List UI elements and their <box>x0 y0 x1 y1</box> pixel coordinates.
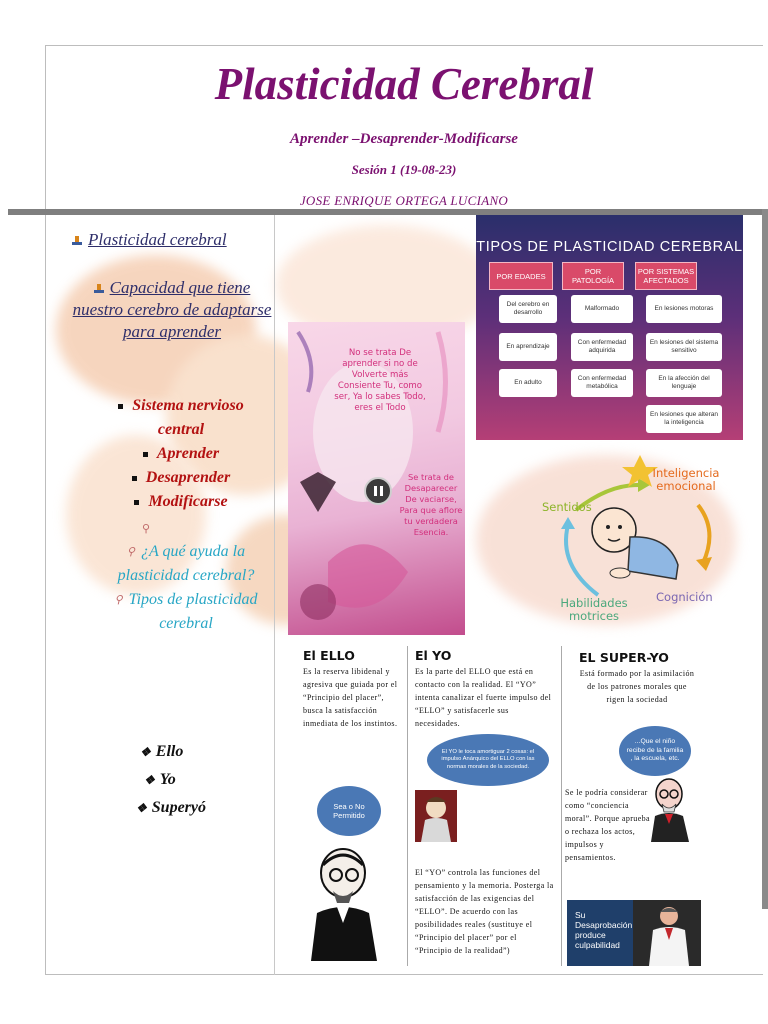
intelligence-diagram <box>528 445 758 635</box>
arrow-bullet-icon <box>72 236 82 246</box>
panel-title: El ELLO <box>303 648 355 663</box>
speech-bubble: Sea o No Permitido <box>317 786 381 836</box>
poem-text-top: No se trata De aprender si no de Volverte más Consiente Tu, como ser, Ya lo sabes Todo, eres el Todo <box>334 348 426 413</box>
list-item <box>96 394 266 442</box>
list-item-text: Aprender <box>156 445 220 462</box>
list-item <box>96 466 266 490</box>
concept-list <box>96 394 266 514</box>
panel-title: El YO <box>415 648 452 663</box>
panel-text: Es la parte del ELLO que está en contacto con la realidad. El “YO” intenta canalizar el fuerte impulso del “ELLO” y satisfacerle sus necesidades. <box>415 667 552 728</box>
poster-box: Con enfermedad adquirida <box>571 333 633 361</box>
poem-text-bottom: Se trata de Desaparecer De vaciarse, Para que aflore tu verdadera Esencia. <box>399 472 463 537</box>
list-item-text: Ello <box>155 743 184 760</box>
list-item <box>96 442 266 466</box>
list-item <box>144 766 206 794</box>
superyo-portrait <box>647 774 697 844</box>
document-title: Plasticidad Cerebral <box>214 59 594 109</box>
square-bullet-icon <box>134 500 139 505</box>
arrow-bullet-icon <box>94 284 104 294</box>
freud-panels <box>293 638 703 968</box>
poster-box: En la afección del lenguaje <box>646 369 722 397</box>
list-item <box>96 540 276 588</box>
pin-bullet-icon: ⚲ <box>114 594 123 606</box>
doctor-figure <box>639 900 699 966</box>
list-item-text: Modificarse <box>148 493 228 510</box>
list-item-text: Yo <box>159 771 176 788</box>
poster-box: En lesiones que alteran la inteligencia <box>646 405 722 433</box>
pause-icon <box>380 486 383 496</box>
poster-box: En aprendizaje <box>499 333 557 361</box>
list-item-text: Superyó <box>151 799 206 816</box>
panel-superyo-lower <box>565 786 655 864</box>
freud-portrait <box>301 843 391 963</box>
poster-tab: POR SISTEMAS AFECTADOS <box>635 262 697 290</box>
poster-tab: POR EDADES <box>489 262 553 290</box>
document-subtitle: Aprender –Desaprender-Modificarse <box>290 131 518 147</box>
speech-bubble: ...Que el niño recibe de la familia , la escuela, etc. <box>619 726 691 776</box>
doctor-photo <box>567 900 701 966</box>
poster-title: TIPOS DE PLASTICIDAD CEREBRAL <box>476 239 743 255</box>
poster-box: Del cerebro en desarrollo <box>499 295 557 323</box>
list-item-text: Sistema nervioso central <box>132 397 244 438</box>
question-list <box>96 540 276 636</box>
diamond-bullet-icon: ❖ <box>144 773 155 787</box>
poster-box: En lesiones del sistema sensitivo <box>646 333 722 361</box>
panel-yo-lower <box>415 866 555 957</box>
list-item <box>96 490 266 514</box>
square-bullet-icon <box>118 404 123 409</box>
panel-divider <box>407 646 408 966</box>
heading-plasticity <box>72 230 227 250</box>
list-item-text: Tipos de plasticidad cerebral <box>128 591 258 632</box>
list-item <box>96 588 276 636</box>
list-item-text: ¿A qué ayuda la plasticidad cerebral? <box>117 543 255 584</box>
poster-tab: POR PATOLOGÍA <box>562 262 624 290</box>
poster-box: Con enfermedad metabólica <box>571 369 633 397</box>
diamond-bullet-icon: ❖ <box>136 801 147 815</box>
list-item-text: Desaprender <box>145 469 231 486</box>
label-emotional-intelligence: Inteligencia emocional <box>652 466 720 493</box>
label-senses: Sentidos <box>542 500 592 514</box>
panel-divider <box>561 646 562 966</box>
panel-text: Se le podría considerar como “conciencia moral”. Porque aprueba o rechaza los actos, impulsos y pensamientos. <box>565 788 650 862</box>
right-border-bar <box>762 209 768 909</box>
plasticity-types-poster <box>476 215 743 440</box>
pause-button[interactable] <box>364 477 392 505</box>
label-cognition: Cognición <box>656 590 713 604</box>
heading-definition-text: Capacidad que tiene nuestro cerebro de adaptarse para aprender <box>72 278 272 341</box>
panel-superyo <box>579 638 695 706</box>
heading-plasticity-text: Plasticidad cerebral <box>88 230 227 249</box>
panel-text: Es la reserva libidenal y agresiva que guiada por el “Principio del placer”, busca la satisfacción inmediata de los instintos. <box>303 667 398 728</box>
panel-title: EL SUPER-YO <box>579 650 669 665</box>
pause-icon <box>374 486 377 496</box>
pin-bullet-icon: ⚲ <box>126 546 135 558</box>
diamond-bullet-icon: ❖ <box>140 745 151 759</box>
list-item <box>140 738 206 766</box>
speech-bubble: El YO le toca amortiguar 2 cosas: el impulso Anárquico del ELLO con las normas morales de la sociedad. <box>427 734 549 786</box>
pin-bullet-icon: ⚲ <box>142 523 151 535</box>
panel-ello <box>303 638 403 730</box>
panel-text: El “YO” controla las funciones del pensamiento y la memoria. Posterga la satisfacción de las exigencias del “ELLO”. De acuerdo con las posibilidades reales (sustituye el “Principio del placer” por el “Principio de la realidad”) <box>415 868 554 955</box>
session-date: Sesión 1 (19-08-23) <box>351 162 457 177</box>
poster-box: En lesiones motoras <box>646 295 722 323</box>
yo-portrait <box>413 788 459 844</box>
heading-definition <box>72 277 272 343</box>
poster-box: En adulto <box>499 369 557 397</box>
poster-box: Malformado <box>571 295 633 323</box>
list-item <box>136 794 206 822</box>
panel-text: Está formado por la asimilación de los patrones morales que rigen la sociedad <box>579 669 695 704</box>
square-bullet-icon <box>132 476 137 481</box>
author-name: JOSE ENRIQUE ORTEGA LUCIANO <box>299 193 509 208</box>
photo-caption: Su Desaprobación produce culpabilidad <box>575 910 633 950</box>
panel-yo <box>415 638 555 730</box>
psyche-list <box>136 738 206 822</box>
label-motor-skills: Habilidades motrices <box>560 596 628 623</box>
square-bullet-icon <box>143 452 148 457</box>
